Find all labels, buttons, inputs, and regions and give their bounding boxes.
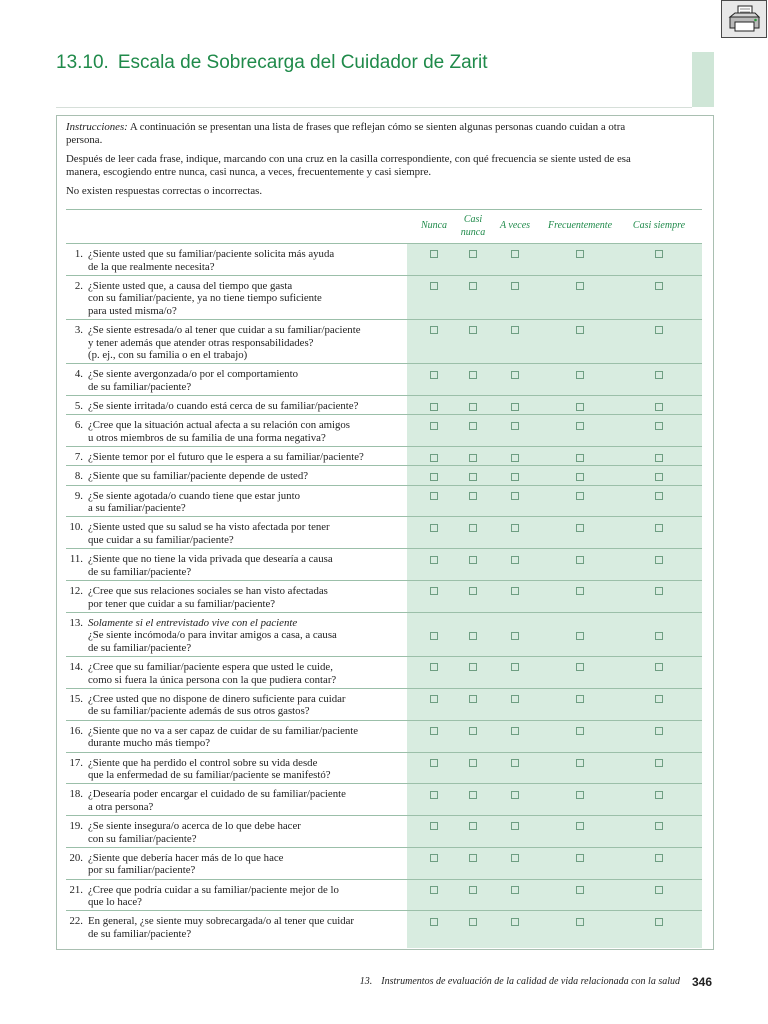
answer-checkbox-casi-nunca[interactable] — [469, 822, 477, 830]
item-question-line: ¿Cree que la situación actual afecta a su relación con amigos — [88, 419, 351, 432]
item-question — [66, 725, 407, 750]
item-text — [88, 280, 322, 318]
item-question-line: ¿Se siente avergonzada/o por el comportamiento — [88, 368, 298, 381]
answer-checkbox-nunca[interactable] — [430, 632, 438, 640]
answer-checkbox-a-veces[interactable] — [511, 403, 519, 411]
answer-checkbox-frecuentemente[interactable] — [576, 403, 584, 411]
answer-checkbox-nunca[interactable] — [430, 759, 438, 767]
answer-checkbox-a-veces[interactable] — [511, 556, 519, 564]
item-question — [66, 490, 407, 515]
answer-checkbox-frecuentemente[interactable] — [576, 632, 584, 640]
item-question-line: de su familiar/paciente además de sus otros gastos? — [88, 705, 310, 718]
item-text — [88, 617, 337, 655]
answer-checkbox-frecuentemente[interactable] — [576, 524, 584, 532]
answer-checkbox-frecuentemente[interactable] — [576, 587, 584, 595]
item-number: 12. — [69, 585, 83, 598]
answer-checkbox-nunca[interactable] — [430, 422, 438, 430]
answer-checkbox-casi-nunca[interactable] — [469, 727, 477, 735]
answer-checkbox-nunca[interactable] — [430, 587, 438, 595]
item-number: 18. — [69, 788, 83, 801]
item-question-line: para usted misma/o? — [88, 304, 177, 317]
item-question-line: u otros miembros de su familia de una forma negativa? — [88, 432, 326, 444]
item-text — [88, 470, 308, 483]
item-question — [66, 617, 407, 655]
item-text — [88, 757, 331, 782]
answer-checkbox-casi-siempre[interactable] — [655, 663, 663, 671]
answer-checkbox-casi-nunca[interactable] — [469, 918, 477, 926]
item-question — [66, 585, 407, 610]
item-question — [66, 693, 407, 718]
item-question-line: de su familiar/paciente? — [88, 565, 192, 578]
item-number: 2. — [74, 279, 83, 292]
item-question-line: ¿Siente que su familiar/paciente depende de usted? — [88, 470, 309, 483]
item-question-line: con su familiar/paciente? — [88, 832, 197, 845]
column-header-label: Frecuentemente — [547, 220, 613, 231]
answer-checkbox-frecuentemente[interactable] — [576, 556, 584, 564]
item-question-line: por tener que cuidar a su familiar/paciente? — [88, 597, 276, 610]
answer-checkbox-frecuentemente[interactable] — [576, 822, 584, 830]
answer-checkbox-frecuentemente[interactable] — [576, 663, 584, 671]
instructions-paragraph — [66, 121, 702, 147]
answer-checkbox-casi-siempre[interactable] — [655, 282, 663, 290]
footer-text: Instrumentos de evaluación de la calidad de vida relacionada con la salud — [381, 976, 680, 987]
answer-checkbox-nunca[interactable] — [430, 663, 438, 671]
item-row — [66, 816, 702, 848]
item-question-line: ¿Se siente agotada/o cuando tiene que estar junto — [88, 489, 300, 502]
print-button[interactable] — [721, 0, 767, 38]
answer-checkbox-frecuentemente[interactable] — [576, 326, 584, 334]
answer-checkbox-a-veces[interactable] — [511, 524, 519, 532]
item-question-line: ¿Siente temor por el futuro que le espera a su familiar/paciente? — [88, 451, 364, 464]
item-number: 15. — [69, 692, 83, 705]
instructions-line: No existen respuestas correctas o incorrectas. — [66, 185, 263, 197]
item-question-line: (p. ej., con su familia o en el trabajo) — [88, 349, 248, 362]
answer-checkbox-casi-nunca[interactable] — [469, 587, 477, 595]
answer-checkbox-casi-siempre[interactable] — [655, 854, 663, 862]
item-text — [88, 820, 301, 845]
item-row — [66, 276, 702, 320]
answer-checkbox-nunca[interactable] — [430, 854, 438, 862]
answer-checkbox-casi-siempre[interactable] — [655, 454, 663, 462]
answer-checkbox-nunca[interactable] — [430, 326, 438, 334]
printer-icon — [726, 4, 763, 35]
column-header-label: Nunca — [420, 220, 448, 231]
item-question-line: ¿Cree usted que no dispone de dinero suficiente para cuidar — [88, 692, 346, 705]
item-question-line: ¿Siente que no tiene la vida privada que desearía a causa — [88, 553, 333, 566]
answer-checkbox-frecuentemente[interactable] — [576, 371, 584, 379]
item-number: 19. — [69, 820, 83, 833]
answer-checkbox-nunca[interactable] — [430, 556, 438, 564]
answer-checkbox-a-veces[interactable] — [511, 886, 519, 894]
item-question-line: ¿Siente usted que su familiar/paciente solicita más ayuda — [88, 248, 335, 260]
answer-checkbox-frecuentemente[interactable] — [576, 886, 584, 894]
answer-checkbox-a-veces[interactable] — [511, 759, 519, 767]
instructions — [66, 121, 702, 204]
item-question-line: ¿Se siente incómoda/o para invitar amigos a casa, a causa — [88, 629, 337, 642]
answer-checkbox-nunca[interactable] — [430, 473, 438, 481]
answer-checkbox-frecuentemente[interactable] — [576, 422, 584, 430]
answer-checkbox-casi-nunca[interactable] — [469, 422, 477, 430]
answer-checkbox-casi-nunca[interactable] — [469, 250, 477, 258]
table-body — [66, 244, 702, 942]
instructions-paragraph — [66, 153, 702, 179]
item-question — [66, 852, 407, 877]
answer-checkbox-nunca[interactable] — [430, 791, 438, 799]
item-row — [66, 721, 702, 753]
answer-checkbox-casi-nunca[interactable] — [469, 524, 477, 532]
item-text — [88, 521, 330, 546]
answer-checkbox-frecuentemente[interactable] — [576, 695, 584, 703]
item-number: 22. — [69, 915, 83, 928]
answer-checkbox-frecuentemente[interactable] — [576, 791, 584, 799]
item-number: 8. — [74, 470, 83, 483]
item-number: 10. — [69, 521, 83, 534]
item-question-line: ¿Cree que sus relaciones sociales se han visto afectadas — [88, 585, 328, 598]
item-number: 13. — [69, 616, 83, 629]
answer-checkbox-frecuentemente[interactable] — [576, 454, 584, 462]
item-question — [66, 661, 407, 686]
answer-checkbox-casi-nunca[interactable] — [469, 371, 477, 379]
item-row — [66, 911, 702, 942]
answer-checkbox-frecuentemente[interactable] — [576, 492, 584, 500]
item-question — [66, 553, 407, 578]
item-number: 3. — [74, 324, 83, 337]
item-question-line: que lo hace? — [88, 896, 142, 909]
instructions-label: Instrucciones: — [66, 121, 128, 133]
answer-checkbox-casi-nunca[interactable] — [469, 663, 477, 671]
answer-checkbox-nunca[interactable] — [430, 454, 438, 462]
item-question — [66, 419, 407, 444]
section-side-tab — [692, 52, 714, 107]
item-row — [66, 396, 702, 415]
instructions-line: manera, escogiendo entre nunca, casi nunca, a veces, frecuentemente y casi siempre. — [66, 166, 432, 178]
item-row — [66, 320, 702, 364]
item-question — [66, 324, 407, 362]
answer-checkbox-casi-siempre[interactable] — [655, 822, 663, 830]
item-question — [66, 280, 407, 318]
item-row — [66, 244, 702, 276]
item-question-line: ¿Siente que ha perdido el control sobre su vida desde — [88, 756, 318, 769]
item-question — [66, 788, 407, 813]
answer-checkbox-a-veces[interactable] — [511, 422, 519, 430]
answer-checkbox-casi-nunca[interactable] — [469, 854, 477, 862]
item-row — [66, 466, 702, 485]
item-number: 20. — [69, 851, 83, 864]
item-number: 11. — [69, 553, 83, 566]
item-number: 21. — [69, 883, 83, 896]
instructions-text: A continuación se presentan una lista de frases que reflejan cómo se sienten algunas personas cuando cuidan a otra — [129, 121, 626, 133]
answer-checkbox-nunca[interactable] — [430, 403, 438, 411]
item-question — [66, 470, 407, 483]
item-row — [66, 549, 702, 581]
item-question-line: de su familiar/paciente? — [88, 380, 192, 393]
item-question — [66, 400, 407, 413]
item-row — [66, 517, 702, 549]
item-row — [66, 848, 702, 880]
answer-checkbox-casi-siempre[interactable] — [655, 250, 663, 258]
item-text — [88, 490, 300, 515]
item-text — [88, 915, 354, 940]
item-number: 9. — [74, 489, 83, 502]
item-number: 4. — [74, 368, 83, 381]
answer-checkbox-nunca[interactable] — [430, 886, 438, 894]
item-row — [66, 486, 702, 518]
item-text — [88, 324, 361, 362]
instructions-line — [66, 121, 702, 134]
answer-checkbox-nunca[interactable] — [430, 727, 438, 735]
answer-checkbox-a-veces[interactable] — [511, 371, 519, 379]
item-text — [88, 884, 339, 909]
item-row — [66, 784, 702, 816]
item-question-line: que cuidar a su familiar/paciente? — [88, 534, 234, 547]
answer-checkbox-casi-siempre[interactable] — [655, 403, 663, 411]
item-question-line: ¿Desearía poder encargar el cuidado de su familiar/paciente — [88, 788, 346, 801]
answer-checkbox-frecuentemente[interactable] — [576, 759, 584, 767]
answer-checkbox-frecuentemente[interactable] — [576, 918, 584, 926]
item-question — [66, 451, 407, 464]
answer-checkbox-casi-nunca[interactable] — [469, 492, 477, 500]
item-question-line: En general, ¿se siente muy sobrecargada/o al tener que cuidar — [88, 915, 355, 928]
answer-checkbox-nunca[interactable] — [430, 695, 438, 703]
item-question-line: de su familiar/paciente? — [88, 927, 192, 940]
answer-checkbox-nunca[interactable] — [430, 282, 438, 290]
item-question-line: ¿Se siente irritada/o cuando está cerca de su familiar/paciente? — [88, 400, 359, 413]
item-question-line: por su familiar/paciente? — [88, 864, 196, 877]
answer-checkbox-casi-nunca[interactable] — [469, 632, 477, 640]
item-question — [66, 368, 407, 393]
answer-checkbox-casi-nunca[interactable] — [469, 886, 477, 894]
answer-checkbox-casi-nunca[interactable] — [469, 473, 477, 481]
answer-checkbox-casi-siempre[interactable] — [655, 492, 663, 500]
item-number: 6. — [74, 419, 83, 432]
item-text — [88, 451, 364, 464]
answer-checkbox-casi-nunca[interactable] — [469, 556, 477, 564]
column-header-label: Casi siempre — [632, 220, 686, 231]
item-question-line: ¿Se siente insegura/o acerca de lo que debe hacer — [88, 820, 301, 833]
item-text — [88, 368, 298, 393]
section-number: 13.10. — [56, 52, 109, 73]
answer-checkbox-frecuentemente[interactable] — [576, 473, 584, 481]
answer-checkbox-casi-nunca[interactable] — [469, 454, 477, 462]
answer-checkbox-a-veces[interactable] — [511, 791, 519, 799]
answer-checkbox-frecuentemente[interactable] — [576, 854, 584, 862]
answer-checkbox-nunca[interactable] — [430, 492, 438, 500]
answer-checkbox-casi-siempre[interactable] — [655, 587, 663, 595]
answer-checkbox-casi-siempre[interactable] — [655, 886, 663, 894]
answer-checkbox-a-veces[interactable] — [511, 587, 519, 595]
item-question — [66, 757, 407, 782]
answer-checkbox-casi-siempre[interactable] — [655, 556, 663, 564]
item-question-line: durante mucho más tiempo? — [88, 737, 211, 750]
item-question-line: ¿Siente usted que su salud se ha visto afectada por tener — [88, 521, 330, 534]
answer-checkbox-casi-nunca[interactable] — [469, 326, 477, 334]
answer-checkbox-a-veces[interactable] — [511, 727, 519, 735]
answer-checkbox-casi-siempre[interactable] — [655, 695, 663, 703]
item-question-line: de la que realmente necesita? — [88, 260, 215, 273]
item-number: 14. — [69, 661, 83, 674]
answer-checkbox-casi-siempre[interactable] — [655, 791, 663, 799]
item-note: Solamente si el entrevistado vive con el paciente — [88, 616, 298, 629]
answer-checkbox-nunca[interactable] — [430, 524, 438, 532]
answer-checkbox-a-veces[interactable] — [511, 492, 519, 500]
item-question — [66, 521, 407, 546]
item-number: 16. — [69, 724, 83, 737]
column-header-casi-siempre — [614, 210, 704, 243]
answer-checkbox-casi-siempre[interactable] — [655, 727, 663, 735]
answer-checkbox-a-veces[interactable] — [511, 854, 519, 862]
item-row — [66, 657, 702, 689]
item-text — [88, 585, 328, 610]
item-text — [88, 419, 350, 444]
answer-checkbox-casi-nunca[interactable] — [469, 791, 477, 799]
item-question-line: a otra persona? — [88, 800, 154, 813]
answer-checkbox-casi-siempre[interactable] — [655, 524, 663, 532]
item-row — [66, 880, 702, 912]
item-row — [66, 753, 702, 785]
item-question-line: ¿Siente que no va a ser capaz de cuidar de su familiar/paciente — [88, 724, 359, 737]
answer-checkbox-casi-nunca[interactable] — [469, 282, 477, 290]
item-question — [66, 248, 407, 273]
item-question-line: que la enfermedad de su familiar/paciente se manifestó? — [88, 769, 331, 782]
item-text — [88, 400, 358, 413]
answer-checkbox-nunca[interactable] — [430, 918, 438, 926]
item-row — [66, 613, 702, 657]
item-number: 1. — [74, 248, 83, 260]
page-footer — [360, 975, 680, 989]
page-number: 346 — [692, 975, 713, 989]
item-text — [88, 788, 346, 813]
answer-checkbox-a-veces[interactable] — [511, 918, 519, 926]
answer-checkbox-casi-siempre[interactable] — [655, 371, 663, 379]
column-header-frecuentemente — [535, 210, 625, 243]
answer-checkbox-casi-siempre[interactable] — [655, 918, 663, 926]
item-question — [66, 915, 407, 940]
footer-chapter: 13. — [359, 976, 373, 987]
item-question-line: como si fuera la única persona con la que pudiera contar? — [88, 673, 337, 686]
scale-table — [66, 209, 702, 948]
answer-checkbox-nunca[interactable] — [430, 250, 438, 258]
answer-checkbox-a-veces[interactable] — [511, 282, 519, 290]
answer-checkbox-casi-siempre[interactable] — [655, 632, 663, 640]
answer-checkbox-nunca[interactable] — [430, 371, 438, 379]
section-title: Escala de Sobrecarga del Cuidador de Zarit — [117, 52, 488, 73]
item-text — [88, 553, 333, 578]
item-text — [88, 661, 336, 686]
answer-checkbox-a-veces[interactable] — [511, 632, 519, 640]
item-number: 7. — [74, 451, 83, 464]
item-question-line: ¿Cree que podría cuidar a su familiar/paciente mejor de lo — [88, 883, 339, 896]
title-divider — [56, 107, 692, 108]
item-question-line: ¿Cree que su familiar/paciente espera que usted le cuide, — [88, 661, 333, 674]
item-number: 5. — [74, 400, 83, 413]
item-question-line: ¿Siente usted que, a causa del tiempo que gasta — [88, 279, 293, 292]
item-question — [66, 820, 407, 845]
answer-checkbox-a-veces[interactable] — [511, 822, 519, 830]
item-question-line: de su familiar/paciente? — [88, 641, 192, 654]
item-question-line: con su familiar/paciente, ya no tiene tiempo suficiente — [88, 292, 322, 305]
instructions-line: Después de leer cada frase, indique, marcando con una cruz en la casilla correspondiente, con qué frecuencia se siente usted de esa — [66, 153, 631, 165]
instructions-paragraph — [66, 185, 702, 198]
item-text — [88, 693, 346, 718]
item-question-line: ¿Siente que debería hacer más de lo que hace — [88, 851, 284, 864]
item-text — [88, 248, 334, 273]
item-row — [66, 364, 702, 396]
column-header-label: Casi nunca — [460, 213, 486, 238]
answer-checkbox-a-veces[interactable] — [511, 695, 519, 703]
answer-checkbox-a-veces[interactable] — [511, 663, 519, 671]
page-title — [56, 52, 487, 74]
answer-checkbox-casi-siempre[interactable] — [655, 473, 663, 481]
item-question-line: ¿Se siente estresada/o al tener que cuidar a su familiar/paciente — [88, 324, 361, 337]
item-row — [66, 581, 702, 613]
answer-checkbox-casi-siempre[interactable] — [655, 759, 663, 767]
column-header-label: A veces — [499, 220, 531, 231]
answer-checkbox-frecuentemente[interactable] — [576, 727, 584, 735]
answer-checkbox-casi-nunca[interactable] — [469, 759, 477, 767]
answer-checkbox-a-veces[interactable] — [511, 250, 519, 258]
answer-checkbox-casi-siempre[interactable] — [655, 326, 663, 334]
item-row — [66, 415, 702, 447]
item-question — [66, 884, 407, 909]
answer-checkbox-casi-nunca[interactable] — [469, 403, 477, 411]
item-text — [88, 852, 283, 877]
item-row — [66, 689, 702, 721]
answer-checkbox-a-veces[interactable] — [511, 454, 519, 462]
answer-checkbox-casi-siempre[interactable] — [655, 422, 663, 430]
item-text — [88, 725, 358, 750]
table-header — [66, 210, 702, 244]
item-number: 17. — [69, 756, 83, 769]
answer-checkbox-nunca[interactable] — [430, 822, 438, 830]
answer-checkbox-a-veces[interactable] — [511, 473, 519, 481]
item-question-line: y tener además que atender otras responsabilidades? — [88, 336, 314, 349]
answer-checkbox-a-veces[interactable] — [511, 326, 519, 334]
instructions-line: persona. — [66, 134, 103, 146]
item-row — [66, 447, 702, 466]
answer-checkbox-casi-nunca[interactable] — [469, 695, 477, 703]
answer-checkbox-frecuentemente[interactable] — [576, 250, 584, 258]
answer-checkbox-frecuentemente[interactable] — [576, 282, 584, 290]
item-question-line: a su familiar/paciente? — [88, 502, 186, 515]
